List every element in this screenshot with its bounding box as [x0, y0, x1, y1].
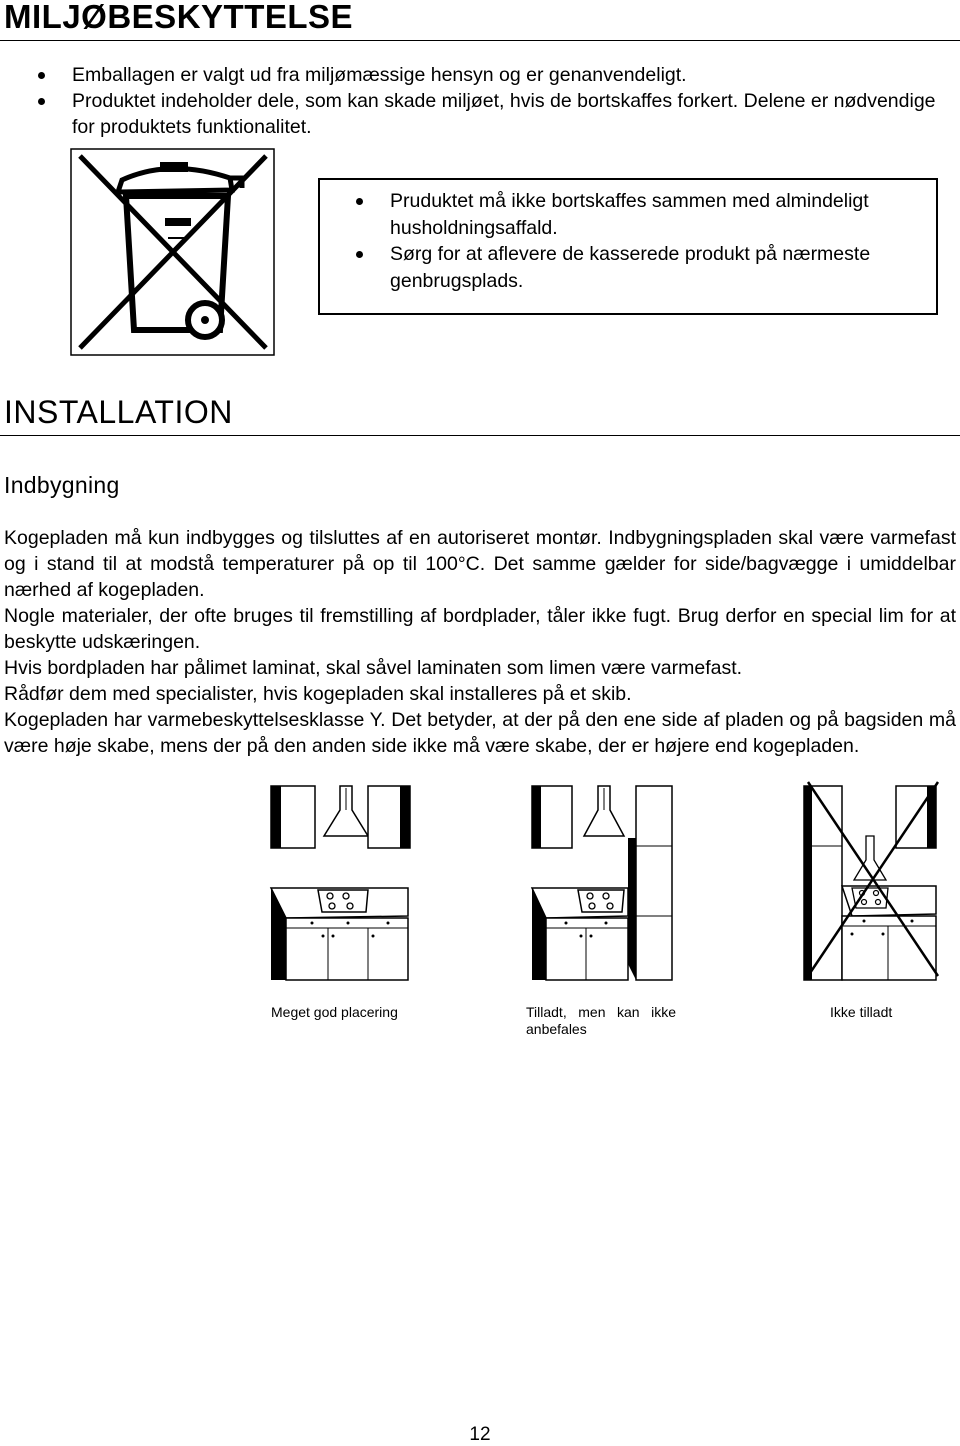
- figure-caption: Tilladt, men kan ikke anbefales: [526, 1004, 676, 1037]
- list-item: Emballagen er valgt ud fra miljømæssige hensyn og er genanvendeligt.: [38, 62, 948, 88]
- environment-bullet-list: [38, 62, 948, 140]
- figure-caption: Meget god placering: [271, 1004, 398, 1020]
- list-item: Pruduktet må ikke bortskaffes sammen med almindeligt husholdningsaffald.: [356, 188, 916, 241]
- section-divider: [0, 40, 960, 41]
- kitchen-diagram-good: [268, 784, 418, 984]
- subsection-title-indbygning: Indbygning: [4, 472, 120, 498]
- crossed-out-wheelie-bin-icon: [70, 148, 275, 356]
- section-title-installation: INSTALLATION: [4, 394, 233, 430]
- installation-text: [4, 525, 956, 759]
- section-title-environment: MILJØBESKYTTELSE: [4, 0, 354, 35]
- paragraph: Hvis bordpladen har pålimet laminat, skal såvel laminaten som limen være varmefast.: [4, 657, 743, 679]
- page-number: 12: [469, 1424, 491, 1445]
- kitchen-diagram-permitted: [528, 784, 678, 984]
- disposal-bullet-list: [356, 188, 916, 294]
- list-item: Produktet indeholder dele, som kan skade miljøet, hvis de bortskaffes forkert. Delene er nødvendige for produktets funktionalitet.: [38, 88, 948, 140]
- paragraph: Nogle materialer, der ofte bruges til fremstilling af bordplader, tåler ikke fugt. Brug derfor en special lim for at beskytte udskæringen.: [4, 605, 956, 653]
- list-item: Sørg for at aflevere de kasserede produkt på nærmeste genbrugsplads.: [356, 241, 916, 294]
- disposal-notice-box: [318, 178, 938, 315]
- paragraph: Kogepladen må kun indbygges og tilsluttes af en autoriseret montør. Indbygningspladen skal være varmefast og i stand til at modstå temperaturer på op til 100°C. Det samme gælder for side/bagvægge i umiddelbar nærhed af kogepladen.: [4, 527, 956, 601]
- paragraph: Kogepladen har varmebeskyttelsesklasse Y. Det betyder, at der på den ene side af pladen og på bagsiden må være høje skabe, mens der på den anden side ikke må være skabe, der er højere end kogepladen.: [4, 709, 956, 757]
- paragraph: Rådfør dem med specialister, hvis kogepladen skal installeres på et skib.: [4, 683, 632, 705]
- kitchen-diagram-not-allowed: [796, 780, 946, 984]
- figure-caption: Ikke tilladt: [830, 1004, 893, 1020]
- section-divider: [0, 435, 960, 436]
